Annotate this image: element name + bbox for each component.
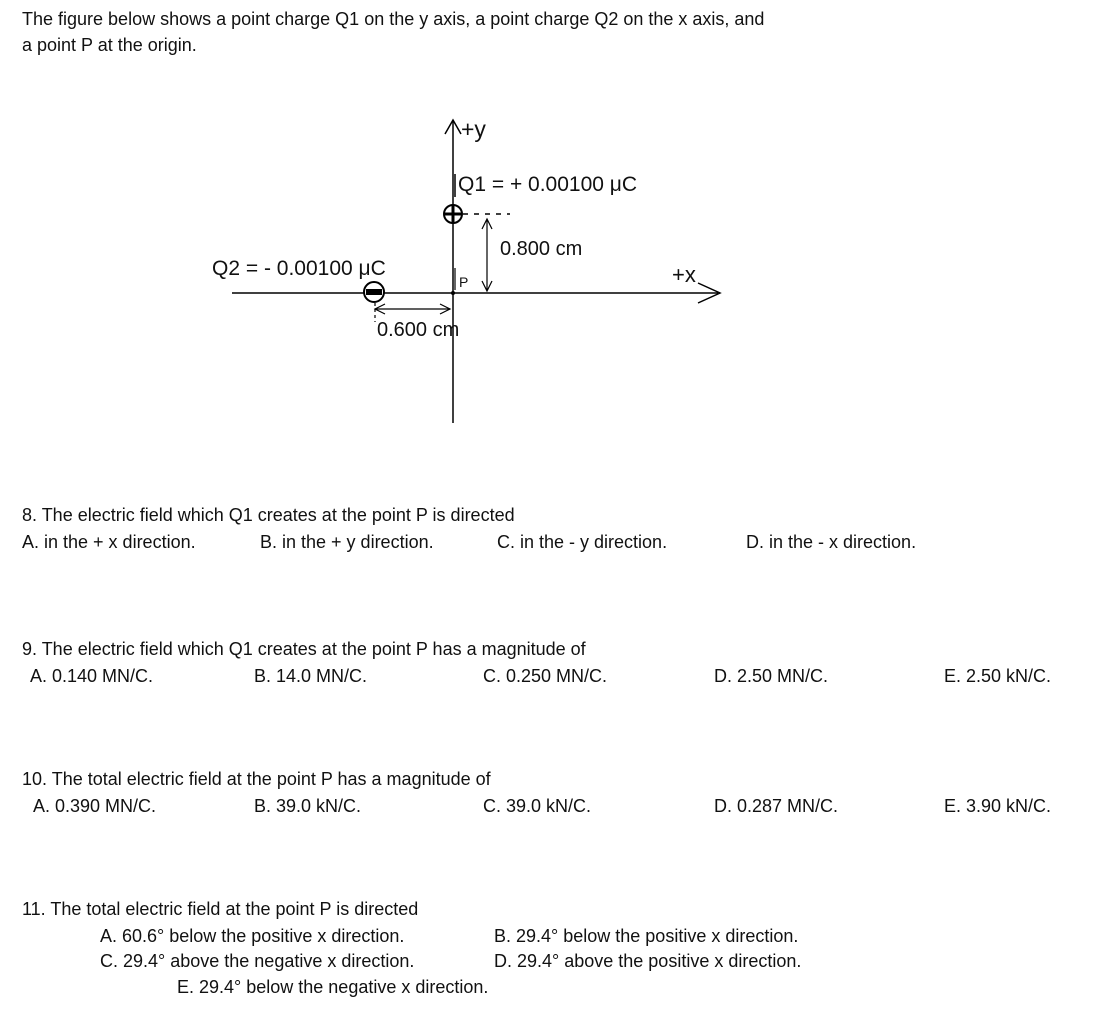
charge-diagram xyxy=(0,0,1104,470)
question-11-stem: 11. The total electric field at the point P is directed xyxy=(22,899,419,919)
q9-option-c[interactable]: C. 0.250 MN/C. xyxy=(483,666,608,686)
question-9-stem: 9. The electric field which Q1 creates at the point P has a magnitude of xyxy=(22,639,586,659)
q1-label: Q1 = + 0.00100 μC xyxy=(458,173,638,196)
q11-option-c[interactable]: C. 29.4° above the negative x direction. xyxy=(100,951,415,971)
q8-option-d[interactable]: D. in the - x direction. xyxy=(746,532,917,552)
q9-option-a[interactable]: A. 0.140 MN/C. xyxy=(30,666,154,686)
q1-positive-charge xyxy=(444,205,462,223)
dist-y-label: 0.800 cm xyxy=(500,238,583,260)
origin-point-p xyxy=(451,291,455,295)
q10-option-d[interactable]: D. 0.287 MN/C. xyxy=(714,796,839,816)
q8-option-c[interactable]: C. in the - y direction. xyxy=(497,532,668,552)
q2-label: Q2 = - 0.00100 μC xyxy=(212,257,386,280)
q10-option-c[interactable]: C. 39.0 kN/C. xyxy=(483,796,592,816)
q11-option-a[interactable]: A. 60.6° below the positive x direction. xyxy=(100,926,405,946)
intro-line-2: a point P at the origin. xyxy=(22,35,197,55)
q11-option-b[interactable]: B. 29.4° below the positive x direction. xyxy=(494,926,799,946)
q9-option-e[interactable]: E. 2.50 kN/C. xyxy=(944,666,1052,686)
q11-option-e[interactable]: E. 29.4° below the negative x direction. xyxy=(177,977,489,997)
q10-option-a[interactable]: A. 0.390 MN/C. xyxy=(33,796,157,816)
q11-option-d[interactable]: D. 29.4° above the positive x direction. xyxy=(494,951,802,971)
intro-line-1: The figure below shows a point charge Q1 on the y axis, a point charge Q2 on the x axis, and xyxy=(22,9,765,29)
q10-option-b[interactable]: B. 39.0 kN/C. xyxy=(254,796,362,816)
q8-option-b[interactable]: B. in the + y direction. xyxy=(260,532,434,552)
q9-option-d[interactable]: D. 2.50 MN/C. xyxy=(714,666,829,686)
y-axis-label: +y xyxy=(461,116,486,142)
x-axis-label: +x xyxy=(672,262,696,287)
q8-option-a[interactable]: A. in the + x direction. xyxy=(22,532,196,552)
question-10-stem: 10. The total electric field at the point P has a magnitude of xyxy=(22,769,491,789)
question-8-stem: 8. The electric field which Q1 creates at the point P is directed xyxy=(22,505,515,525)
q10-option-e[interactable]: E. 3.90 kN/C. xyxy=(944,796,1052,816)
dist-x-label: 0.600 cm xyxy=(377,319,460,341)
q2-negative-charge xyxy=(364,282,384,302)
q9-option-b[interactable]: B. 14.0 MN/C. xyxy=(254,666,368,686)
p-label: P xyxy=(459,274,469,290)
